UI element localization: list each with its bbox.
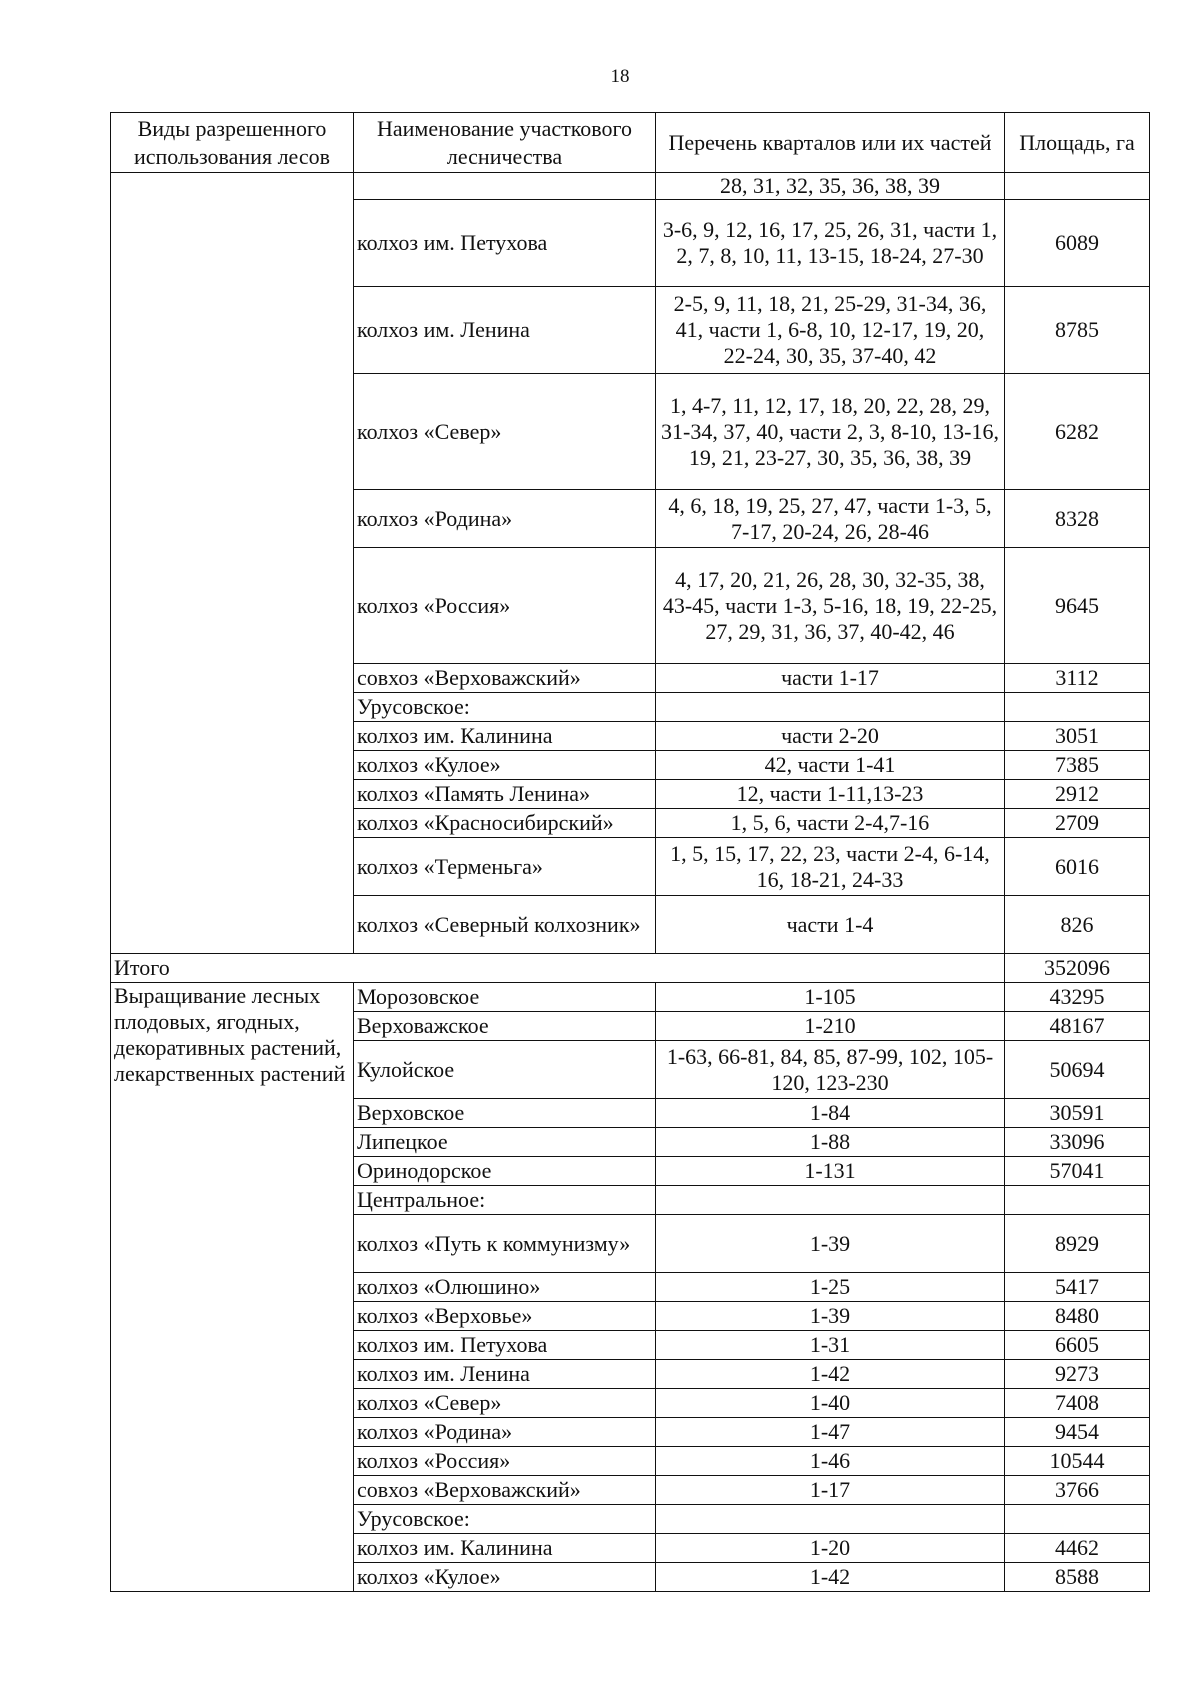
forestry-name: Морозовское bbox=[354, 983, 656, 1012]
area-value: 2709 bbox=[1005, 809, 1150, 838]
quarters-list bbox=[656, 1505, 1005, 1534]
header-kind: Виды разрешенного использования лесов bbox=[111, 113, 354, 173]
forestry-name bbox=[354, 173, 656, 200]
area-value: 50694 bbox=[1005, 1041, 1150, 1099]
area-value bbox=[1005, 173, 1150, 200]
area-value: 8929 bbox=[1005, 1215, 1150, 1273]
header-forestry: Наименование участкового лесничества bbox=[354, 113, 656, 173]
area-value: 6016 bbox=[1005, 838, 1150, 896]
quarters-list: 28, 31, 32, 35, 36, 38, 39 bbox=[656, 173, 1005, 200]
forestry-name: колхоз «Родина» bbox=[354, 1418, 656, 1447]
quarters-list: 1-84 bbox=[656, 1099, 1005, 1128]
quarters-list: 1-39 bbox=[656, 1302, 1005, 1331]
area-value: 8328 bbox=[1005, 490, 1150, 548]
forestry-name: Урусовское: bbox=[354, 1505, 656, 1534]
quarters-list: 1-131 bbox=[656, 1157, 1005, 1186]
forestry-name: колхоз «Олюшино» bbox=[354, 1273, 656, 1302]
quarters-list: 1-17 bbox=[656, 1476, 1005, 1505]
quarters-list: 42, части 1-41 bbox=[656, 751, 1005, 780]
area-value: 48167 bbox=[1005, 1012, 1150, 1041]
quarters-list: 1-20 bbox=[656, 1534, 1005, 1563]
area-value: 5417 bbox=[1005, 1273, 1150, 1302]
quarters-list: 1-42 bbox=[656, 1360, 1005, 1389]
quarters-list: 1-31 bbox=[656, 1331, 1005, 1360]
forestry-name: Верховажское bbox=[354, 1012, 656, 1041]
area-value: 7408 bbox=[1005, 1389, 1150, 1418]
area-value: 30591 bbox=[1005, 1099, 1150, 1128]
area-value: 6605 bbox=[1005, 1331, 1150, 1360]
forestry-name: совхоз «Верховажский» bbox=[354, 1476, 656, 1505]
forestry-name: колхоз «Путь к коммунизму» bbox=[354, 1215, 656, 1273]
header-area: Площадь, га bbox=[1005, 113, 1150, 173]
quarters-list: части 2-20 bbox=[656, 722, 1005, 751]
forestry-name: колхоз им. Петухова bbox=[354, 200, 656, 287]
quarters-list: 2-5, 9, 11, 18, 21, 25-29, 31-34, 36, 41, части 1, 6-8, 10, 12-17, 19, 20, 22-24, 30, 35, 37-40, 42 bbox=[656, 287, 1005, 374]
section-1-kind-cell bbox=[111, 173, 354, 954]
area-value: 3766 bbox=[1005, 1476, 1150, 1505]
quarters-list: 1-210 bbox=[656, 1012, 1005, 1041]
quarters-list: 4, 6, 18, 19, 25, 27, 47, части 1-3, 5, 7-17, 20-24, 26, 28-46 bbox=[656, 490, 1005, 548]
area-value: 7385 bbox=[1005, 751, 1150, 780]
section-1-row bbox=[111, 173, 1150, 200]
area-value: 4462 bbox=[1005, 1534, 1150, 1563]
section-2-kind-cell: Выращивание лесных плодовых, ягодных, декоративных растений, лекарственных растений bbox=[111, 983, 354, 1592]
section-2-body bbox=[111, 983, 1150, 1592]
forestry-name: колхоз «Память Ленина» bbox=[354, 780, 656, 809]
section-2-row bbox=[111, 983, 1150, 1012]
forestry-name: колхоз «Россия» bbox=[354, 1447, 656, 1476]
forestry-name: Верховское bbox=[354, 1099, 656, 1128]
area-value: 43295 bbox=[1005, 983, 1150, 1012]
area-value: 8480 bbox=[1005, 1302, 1150, 1331]
quarters-list: 1-40 bbox=[656, 1389, 1005, 1418]
quarters-list: 1-88 bbox=[656, 1128, 1005, 1157]
forestry-name: Урусовское: bbox=[354, 693, 656, 722]
area-value bbox=[1005, 1505, 1150, 1534]
total-area: 352096 bbox=[1005, 954, 1150, 983]
quarters-list: части 1-17 bbox=[656, 664, 1005, 693]
quarters-list: части 1-4 bbox=[656, 896, 1005, 954]
area-value bbox=[1005, 693, 1150, 722]
forestry-name: колхоз «Верховье» bbox=[354, 1302, 656, 1331]
forestry-name: Кулойское bbox=[354, 1041, 656, 1099]
area-value: 57041 bbox=[1005, 1157, 1150, 1186]
section-1-body bbox=[111, 173, 1150, 954]
forestry-name: колхоз «Север» bbox=[354, 1389, 656, 1418]
forestry-name: колхоз «Северный колхозник» bbox=[354, 896, 656, 954]
header-row bbox=[111, 113, 1150, 173]
area-value: 8785 bbox=[1005, 287, 1150, 374]
forestry-name: совхоз «Верховажский» bbox=[354, 664, 656, 693]
quarters-list: 1, 4-7, 11, 12, 17, 18, 20, 22, 28, 29, 31-34, 37, 40, части 2, 3, 8-10, 13-16, 19, 21, 23-27, 30, 35, 36, 38, 39 bbox=[656, 374, 1005, 490]
area-value: 9273 bbox=[1005, 1360, 1150, 1389]
page-number: 18 bbox=[610, 66, 630, 87]
forestry-name: колхоз «Кулое» bbox=[354, 1563, 656, 1592]
area-value: 6282 bbox=[1005, 374, 1150, 490]
header-quarters: Перечень кварталов или их частей bbox=[656, 113, 1005, 173]
quarters-list: 1-47 bbox=[656, 1418, 1005, 1447]
area-value: 9454 bbox=[1005, 1418, 1150, 1447]
quarters-list: 3-6, 9, 12, 16, 17, 25, 26, 31, части 1, 2, 7, 8, 10, 11, 13-15, 18-24, 27-30 bbox=[656, 200, 1005, 287]
quarters-list: 1-105 bbox=[656, 983, 1005, 1012]
area-value: 10544 bbox=[1005, 1447, 1150, 1476]
forestry-name: Оринодорское bbox=[354, 1157, 656, 1186]
forestry-name: колхоз им. Ленина bbox=[354, 1360, 656, 1389]
area-value: 2912 bbox=[1005, 780, 1150, 809]
forestry-name: колхоз им. Калинина bbox=[354, 722, 656, 751]
area-value: 9645 bbox=[1005, 548, 1150, 664]
forestry-name: колхоз им. Калинина bbox=[354, 1534, 656, 1563]
quarters-list: 1-25 bbox=[656, 1273, 1005, 1302]
area-value: 6089 bbox=[1005, 200, 1150, 287]
forestry-name: колхоз им. Петухова bbox=[354, 1331, 656, 1360]
quarters-list bbox=[656, 1186, 1005, 1215]
quarters-list: 1-46 bbox=[656, 1447, 1005, 1476]
quarters-list: 1, 5, 15, 17, 22, 23, части 2-4, 6-14, 16, 18-21, 24-33 bbox=[656, 838, 1005, 896]
quarters-list: 1, 5, 6, части 2-4,7-16 bbox=[656, 809, 1005, 838]
forestry-name: колхоз «Север» bbox=[354, 374, 656, 490]
forestry-name: Центральное: bbox=[354, 1186, 656, 1215]
forest-use-table bbox=[110, 112, 1150, 1592]
quarters-list bbox=[656, 693, 1005, 722]
forestry-name: Липецкое bbox=[354, 1128, 656, 1157]
total-body bbox=[111, 954, 1150, 983]
area-value: 3051 bbox=[1005, 722, 1150, 751]
quarters-list: 4, 17, 20, 21, 26, 28, 30, 32-35, 38, 43-45, части 1-3, 5-16, 18, 19, 22-25, 27, 29, 31, 36, 37, 40-42, 46 bbox=[656, 548, 1005, 664]
quarters-list: 1-63, 66-81, 84, 85, 87-99, 102, 105-120, 123-230 bbox=[656, 1041, 1005, 1099]
forestry-name: колхоз им. Ленина bbox=[354, 287, 656, 374]
forestry-name: колхоз «Россия» bbox=[354, 548, 656, 664]
area-value: 826 bbox=[1005, 896, 1150, 954]
area-value: 33096 bbox=[1005, 1128, 1150, 1157]
area-value bbox=[1005, 1186, 1150, 1215]
forestry-name: колхоз «Красносибирский» bbox=[354, 809, 656, 838]
quarters-list: 1-42 bbox=[656, 1563, 1005, 1592]
forestry-name: колхоз «Терменьга» bbox=[354, 838, 656, 896]
quarters-list: 12, части 1-11,13-23 bbox=[656, 780, 1005, 809]
quarters-list: 1-39 bbox=[656, 1215, 1005, 1273]
area-value: 3112 bbox=[1005, 664, 1150, 693]
area-value: 8588 bbox=[1005, 1563, 1150, 1592]
forestry-name: колхоз «Кулое» bbox=[354, 751, 656, 780]
forestry-name: колхоз «Родина» bbox=[354, 490, 656, 548]
total-row bbox=[111, 954, 1150, 983]
total-label: Итого bbox=[111, 954, 1005, 983]
